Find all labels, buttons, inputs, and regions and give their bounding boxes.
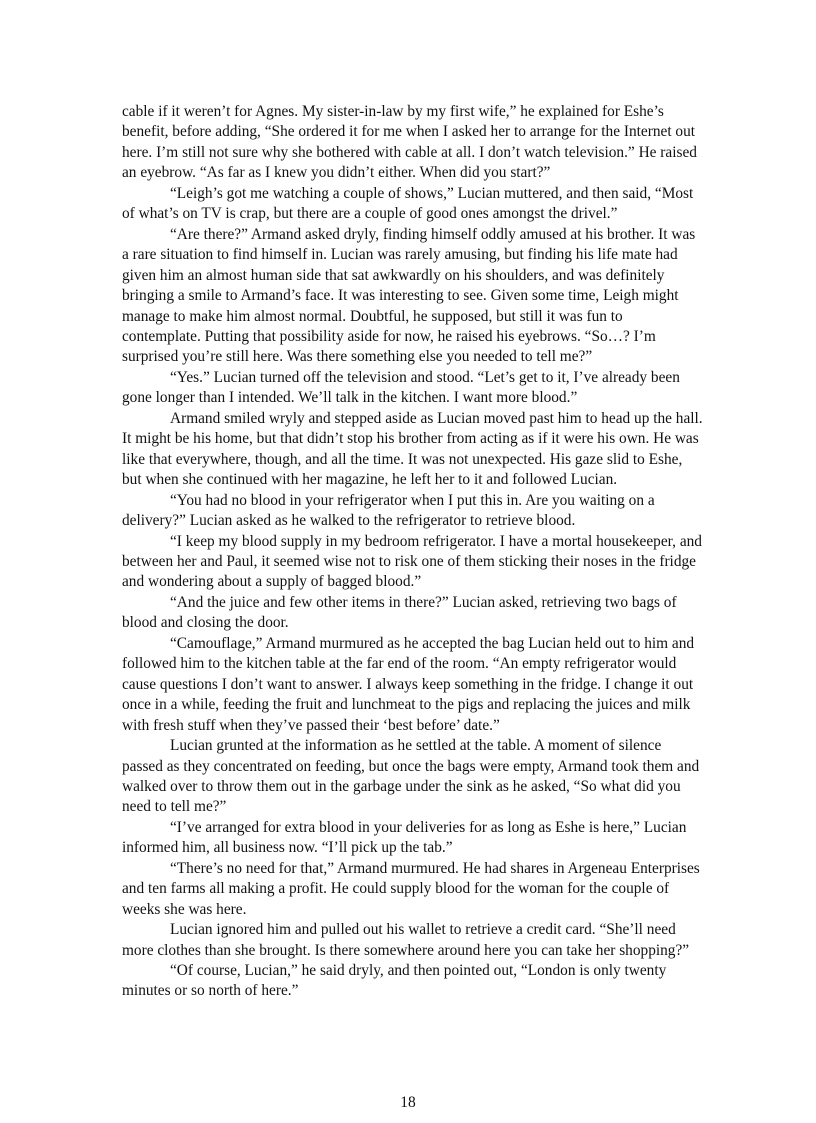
paragraph-13: Lucian ignored him and pulled out his wallet to retrieve a credit card. “She’ll need more clothes than she brought. Is there somewhere around here you can take her shopping?” <box>122 921 690 959</box>
paragraph-3: “Are there?” Armand asked dryly, finding himself oddly amused at his brother. It was a rare situation to find himself in. Lucian was rarely amusing, but finding his life mate had given him an almost human side that sat awkwardly on his shoulders, and was definitely bringing a smile to Armand’s face. It was interesting to see. Given some time, Leigh might manage to make him almost normal. Doubtful, he supposed, but still it was fun to contemplate. Putting that possibility aside for now, he raised his eyebrows. “So…? I’m surprised you’re still here. Was there something else you needed to tell me?” <box>122 225 696 366</box>
paragraph-11: “I’ve arranged for extra blood in your deliveries for as long as Eshe is here,” Lucian informed him, all business now. “I’ll pick up the tab.” <box>122 818 687 857</box>
paragraph-14: “Of course, Lucian,” he said dryly, and then pointed out, “London is only twenty minutes or so north of here.” <box>122 962 667 1000</box>
page-body-text <box>122 102 705 1002</box>
paragraph-7: “I keep my blood supply in my bedroom refrigerator. I have a mortal housekeeper, and between her and Paul, it seemed wise not to risk one of them sticking their noses in the fridge and wondering about a supply of bagged blood.” <box>122 532 702 591</box>
paragraph-4: “Yes.” Lucian turned off the television and stood. “Let’s get to it, I’ve already been gone longer than I intended. We’ll talk in the kitchen. I want more blood.” <box>122 368 680 407</box>
paragraph-6: “You had no blood in your refrigerator when I put this in. Are you waiting on a delivery?” Lucian asked as he walked to the refrigerator to retrieve blood. <box>122 491 655 530</box>
paragraph-1: cable if it weren’t for Agnes. My sister-in-law by my first wife,” he explained for Eshe’s benefit, before adding, “She ordered it for me when I asked her to arrange for the Internet out here. I’m still not sure why she bothered with cable at all. I don’t watch television.” He raised an eyebrow. “As far as I knew you didn’t either. When did you start?” <box>122 103 697 182</box>
paragraph-12: “There’s no need for that,” Armand murmured. He had shares in Argeneau Enterprises and ten farms all making a profit. He could supply blood for the woman for the couple of weeks she was here. <box>122 859 700 918</box>
paragraph-8: “And the juice and few other items in there?” Lucian asked, retrieving two bags of blood and closing the door. <box>122 593 677 632</box>
page-number: 18 <box>400 1094 416 1111</box>
paragraph-2: “Leigh’s got me watching a couple of shows,” Lucian muttered, and then said, “Most of what’s on TV is crap, but there are a couple of good ones amongst the drivel.” <box>122 184 694 223</box>
paragraph-9: “Camouflage,” Armand murmured as he accepted the bag Lucian held out to him and followed him to the kitchen table at the far end of the room. “An empty refrigerator would cause questions I don’t want to answer. I always keep something in the fridge. I change it out once in a while, feeding the fruit and lunchmeat to the pigs and replacing the juices and milk with fresh stuff when they’ve passed their ‘best before’ date.” <box>122 634 695 734</box>
paragraph-10: Lucian grunted at the information as he settled at the table. A moment of silence passed as they concentrated on feeding, but once the bags were empty, Armand took them and walked over to throw them out in the garbage under the sink as he asked, “So what did you need to tell me?” <box>122 737 700 816</box>
paragraph-5: Armand smiled wryly and stepped aside as Lucian moved past him to head up the hall. It might be his home, but that didn’t stop his brother from acting as if it were his own. He was like that everywhere, though, and all the time. It was not unexpected. His gaze slid to Eshe, but when she continued with her magazine, he left her to it and followed Lucian. <box>122 409 703 489</box>
